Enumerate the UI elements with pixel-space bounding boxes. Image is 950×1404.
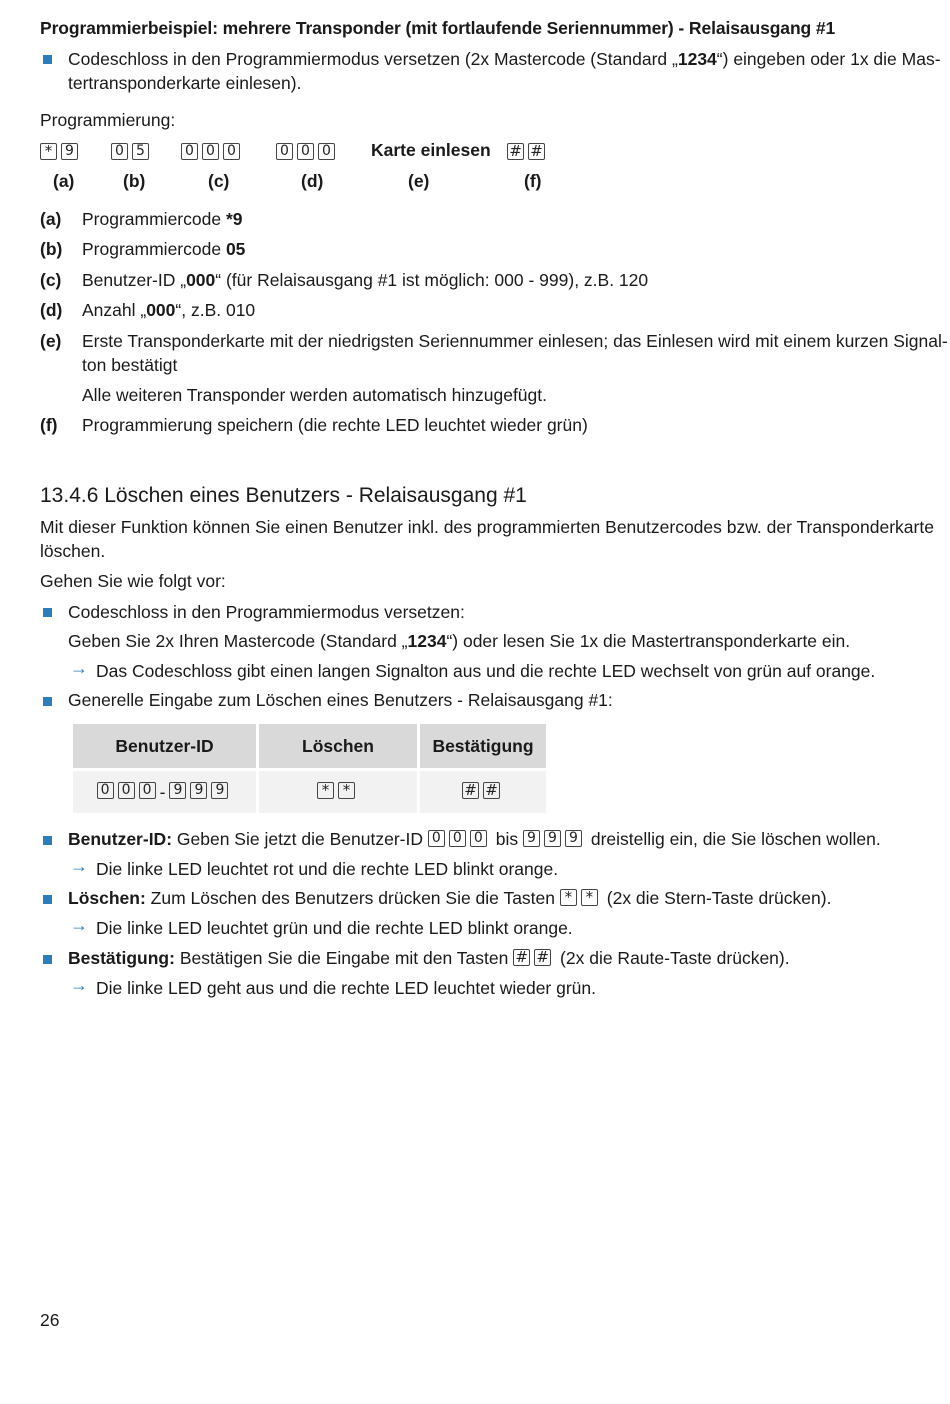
def-label-c: (c) <box>40 270 62 290</box>
hash-key-icon: # <box>507 143 524 160</box>
star-key-icon: * <box>581 889 598 906</box>
digit-key: 0 <box>202 143 219 160</box>
sequence-f <box>507 142 549 163</box>
def-label-b: (b) <box>40 239 63 259</box>
def-f: Programmierung speichern (die rechte LED leuchtet wieder grün) <box>82 415 588 435</box>
hash-key-icon: # <box>513 949 530 966</box>
digit-key: 0 <box>470 830 487 847</box>
digit-key: 9 <box>211 782 228 799</box>
digit-key: 0 <box>139 782 156 799</box>
def-e: Erste Transponderkarte mit der niedrigsten Seriennummer einlesen; das Einlesen wird mit einem kurzen Signal- <box>82 331 948 351</box>
bullet-text: Codeschloss in den Programmiermodus versetzen (2x Mastercode (Standard „1234“) eingeben oder 1x die Mas- <box>68 49 941 69</box>
delete-user-table <box>70 724 549 813</box>
label-d: (d) <box>301 171 324 191</box>
bullet-marker <box>43 955 52 964</box>
digit-key: 0 <box>428 830 445 847</box>
def-a: Programmiercode *9 <box>82 209 243 229</box>
digit-key: 0 <box>318 143 335 160</box>
digit-key: 9 <box>544 830 561 847</box>
step-delete-result: Die linke LED leuchtet grün und die rechte LED blinkt orange. <box>96 918 573 938</box>
digit-key: 9 <box>565 830 582 847</box>
table-cell-confirm <box>420 768 546 813</box>
sequence-d <box>276 142 339 163</box>
arrow-right-icon: → <box>70 856 88 876</box>
digit-key: 0 <box>297 143 314 160</box>
programming-label: Programmierung: <box>40 110 176 130</box>
def-label-f: (f) <box>40 415 58 435</box>
sequence-b <box>111 142 153 163</box>
step-1-sub: Geben Sie 2x Ihren Mastercode (Standard „1234“) oder lesen Sie 1x die Mastertransponderkarte ein. <box>68 631 851 651</box>
arrow-right-icon: → <box>70 975 88 995</box>
star-key-icon: * <box>317 782 334 799</box>
step-user-id: Benutzer-ID: Geben Sie jetzt die Benutzer-ID 0 0 0 bis 9 9 9 dreistellig ein, die Sie löschen wollen. <box>68 829 881 849</box>
digit-key: 0 <box>449 830 466 847</box>
def-label-d: (d) <box>40 300 63 320</box>
label-a: (a) <box>53 171 75 191</box>
table-cell-delete <box>259 768 417 813</box>
table-header-delete: Löschen <box>259 724 417 768</box>
hash-key-icon: # <box>534 949 551 966</box>
star-key-icon: * <box>40 143 57 160</box>
example-title: Programmierbeispiel: mehrere Transponder (mit fortlaufende Seriennummer) - Relaisausgang #1 <box>40 18 836 38</box>
digit-key: 0 <box>111 143 128 160</box>
digit-key: 0 <box>97 782 114 799</box>
table-header-confirm: Bestätigung <box>420 724 546 768</box>
step-2: Generelle Eingabe zum Löschen eines Benutzers - Relaisausgang #1: <box>68 690 613 710</box>
bullet-marker <box>43 895 52 904</box>
digit-key: 0 <box>181 143 198 160</box>
hash-key-icon: # <box>462 782 479 799</box>
digit-key: 0 <box>118 782 135 799</box>
section-heading: 13.4.6 Löschen eines Benutzers - Relaisausgang #1 <box>40 484 527 507</box>
def-d: Anzahl „000“, z.B. 010 <box>82 300 256 320</box>
range-separator: - <box>159 781 166 802</box>
digit-key: 9 <box>61 143 78 160</box>
bullet-marker <box>43 836 52 845</box>
digit-key: 0 <box>223 143 240 160</box>
page-number: 26 <box>40 1310 60 1330</box>
hash-key-icon: # <box>528 143 545 160</box>
step-confirm-result: Die linke LED geht aus und die rechte LED leuchtet wieder grün. <box>96 978 597 998</box>
step-confirm: Bestätigung: Bestätigen Sie die Eingabe mit den Tasten # # (2x die Raute-Taste drücken). <box>68 947 790 968</box>
digit-key: 9 <box>190 782 207 799</box>
read-card-text: Karte einlesen <box>371 140 491 160</box>
hash-key-icon: # <box>483 782 500 799</box>
bullet-text-cont: tertransponderkarte einlesen). <box>68 73 302 93</box>
def-e-cont: ton bestätigt <box>82 355 178 375</box>
intro-text: Mit dieser Funktion können Sie einen Benutzer inkl. des programmierten Benutzercodes bzw. der Transponderkarte <box>40 517 934 537</box>
arrow-right-icon: → <box>70 658 88 678</box>
digit-key: 0 <box>276 143 293 160</box>
bullet-marker <box>43 697 52 706</box>
steps-label: Gehen Sie wie folgt vor: <box>40 571 226 591</box>
def-c: Benutzer-ID „000“ (für Relaisausgang #1 ist möglich: 000 - 999), z.B. 120 <box>82 270 649 290</box>
def-b: Programmiercode 05 <box>82 239 246 259</box>
sequence-a <box>40 142 82 163</box>
step-user-id-result: Die linke LED leuchtet rot und die rechte LED blinkt orange. <box>96 859 559 879</box>
intro-text-cont: löschen. <box>40 541 106 561</box>
sequence-c <box>181 142 244 163</box>
label-e: (e) <box>408 171 430 191</box>
label-b: (b) <box>123 171 146 191</box>
label-f: (f) <box>524 171 542 191</box>
bullet-marker <box>43 55 52 64</box>
digit-key: 9 <box>169 782 186 799</box>
digit-key: 9 <box>523 830 540 847</box>
step-delete: Löschen: Zum Löschen des Benutzers drücken Sie die Tasten * * (2x die Stern-Taste drücken). <box>68 887 832 908</box>
step-1: Codeschloss in den Programmiermodus versetzen: <box>68 602 465 622</box>
table-header-user-id: Benutzer-ID <box>73 724 256 768</box>
arrow-right-icon: → <box>70 915 88 935</box>
step-1-result: Das Codeschloss gibt einen langen Signalton aus und die rechte LED wechselt von grün auf orange. <box>96 661 876 681</box>
bullet-marker <box>43 608 52 617</box>
def-label-a: (a) <box>40 209 62 229</box>
digit-key: 5 <box>132 143 149 160</box>
label-c: (c) <box>208 171 230 191</box>
table-cell-user-id <box>73 768 256 813</box>
def-label-e: (e) <box>40 331 62 351</box>
star-key-icon: * <box>560 889 577 906</box>
def-e-note: Alle weiteren Transponder werden automatisch hinzugefügt. <box>82 385 547 405</box>
star-key-icon: * <box>338 782 355 799</box>
